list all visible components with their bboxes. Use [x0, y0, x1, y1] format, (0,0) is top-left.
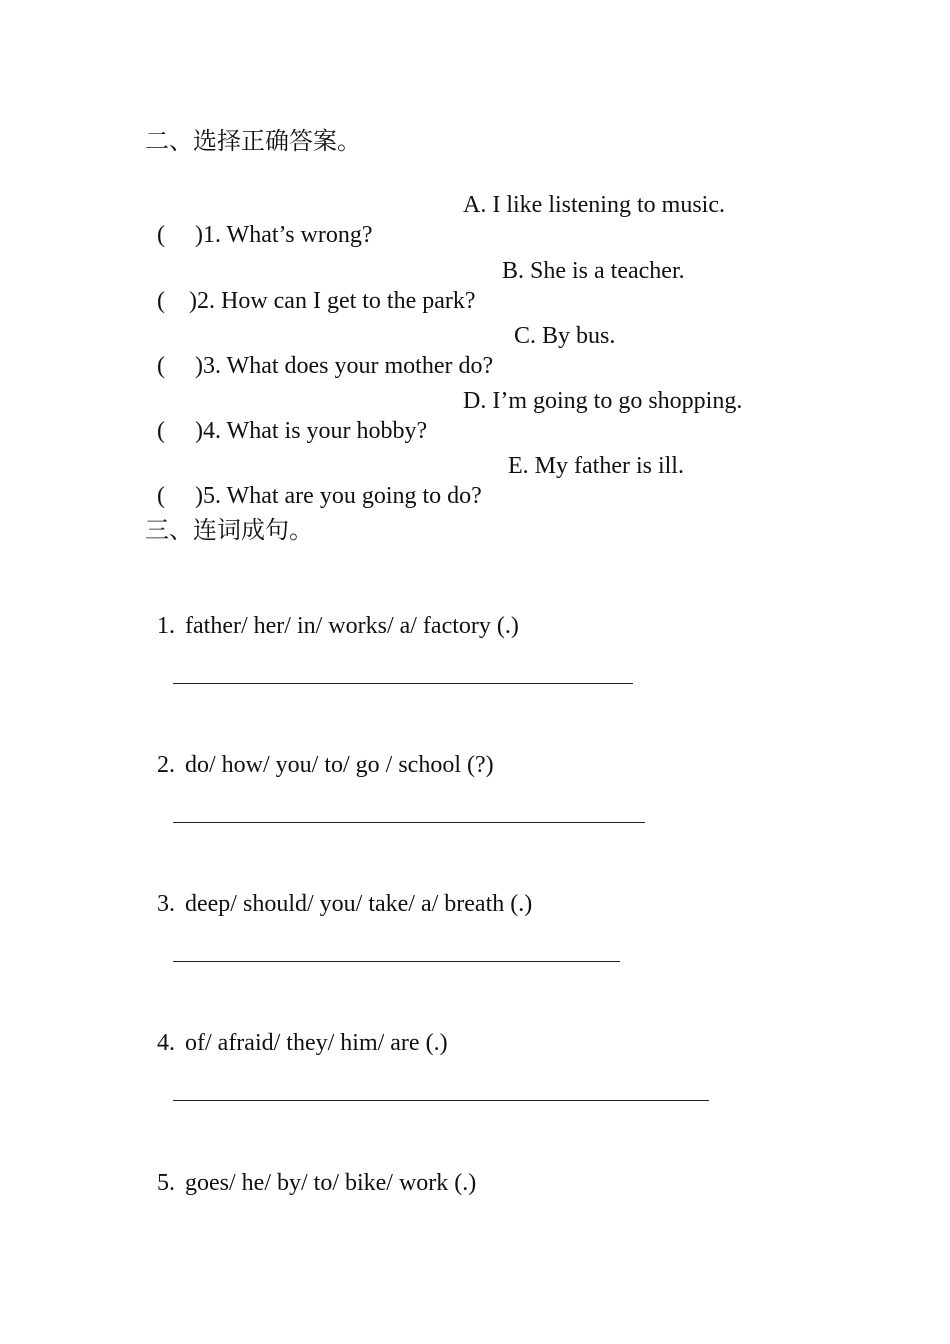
answer-blank[interactable]: ( ) — [157, 483, 203, 509]
scrambled-words: deep/ should/ you/ take/ a/ breath (.) — [185, 891, 533, 917]
scrambled-words: of/ afraid/ they/ him/ are (.) — [185, 1030, 448, 1056]
option-text: B. She is a teacher. — [502, 258, 685, 284]
question-text: 1. What’s wrong? — [202, 222, 373, 248]
item-number: 1. — [157, 613, 175, 639]
option-text: C. By bus. — [514, 323, 616, 349]
answer-blank[interactable]: ( ) — [157, 353, 203, 379]
sentence-item-2 — [145, 720, 494, 780]
answer-line-1[interactable] — [173, 683, 633, 684]
answer-blank[interactable]: ( ) — [157, 288, 197, 314]
option-text: D. I’m going to go shopping. — [463, 388, 743, 414]
question-text: 3. What does your mother do? — [202, 353, 494, 379]
question-text: 4. What is your hobby? — [202, 418, 428, 444]
option-text: E. My father is ill. — [508, 453, 684, 479]
scrambled-words: do/ how/ you/ to/ go / school (?) — [185, 752, 494, 778]
question-text: 5. What are you going to do? — [202, 483, 482, 509]
item-number: 4. — [157, 1030, 175, 1056]
sentence-item-4 — [145, 998, 448, 1058]
scrambled-words: father/ her/ in/ works/ a/ factory (.) — [185, 613, 519, 639]
sentence-item-5 — [145, 1138, 476, 1198]
item-number: 3. — [157, 891, 175, 917]
section-2-heading: 二、选择正确答案。 — [145, 129, 361, 155]
answer-line-4[interactable] — [173, 1100, 709, 1101]
scrambled-words: goes/ he/ by/ to/ bike/ work (.) — [185, 1170, 477, 1196]
section-3-heading: 三、连词成句。 — [145, 518, 313, 544]
answer-line-3[interactable] — [173, 961, 620, 962]
question-text: 2. How can I get to the park? — [196, 288, 476, 314]
item-number: 5. — [157, 1170, 175, 1196]
option-text: A. I like listening to music. — [463, 192, 725, 218]
sentence-item-3 — [145, 859, 532, 919]
answer-line-2[interactable] — [173, 822, 645, 823]
item-number: 2. — [157, 752, 175, 778]
sentence-item-1 — [145, 581, 519, 641]
answer-blank[interactable]: ( ) — [157, 418, 203, 444]
answer-blank[interactable]: ( ) — [157, 222, 203, 248]
